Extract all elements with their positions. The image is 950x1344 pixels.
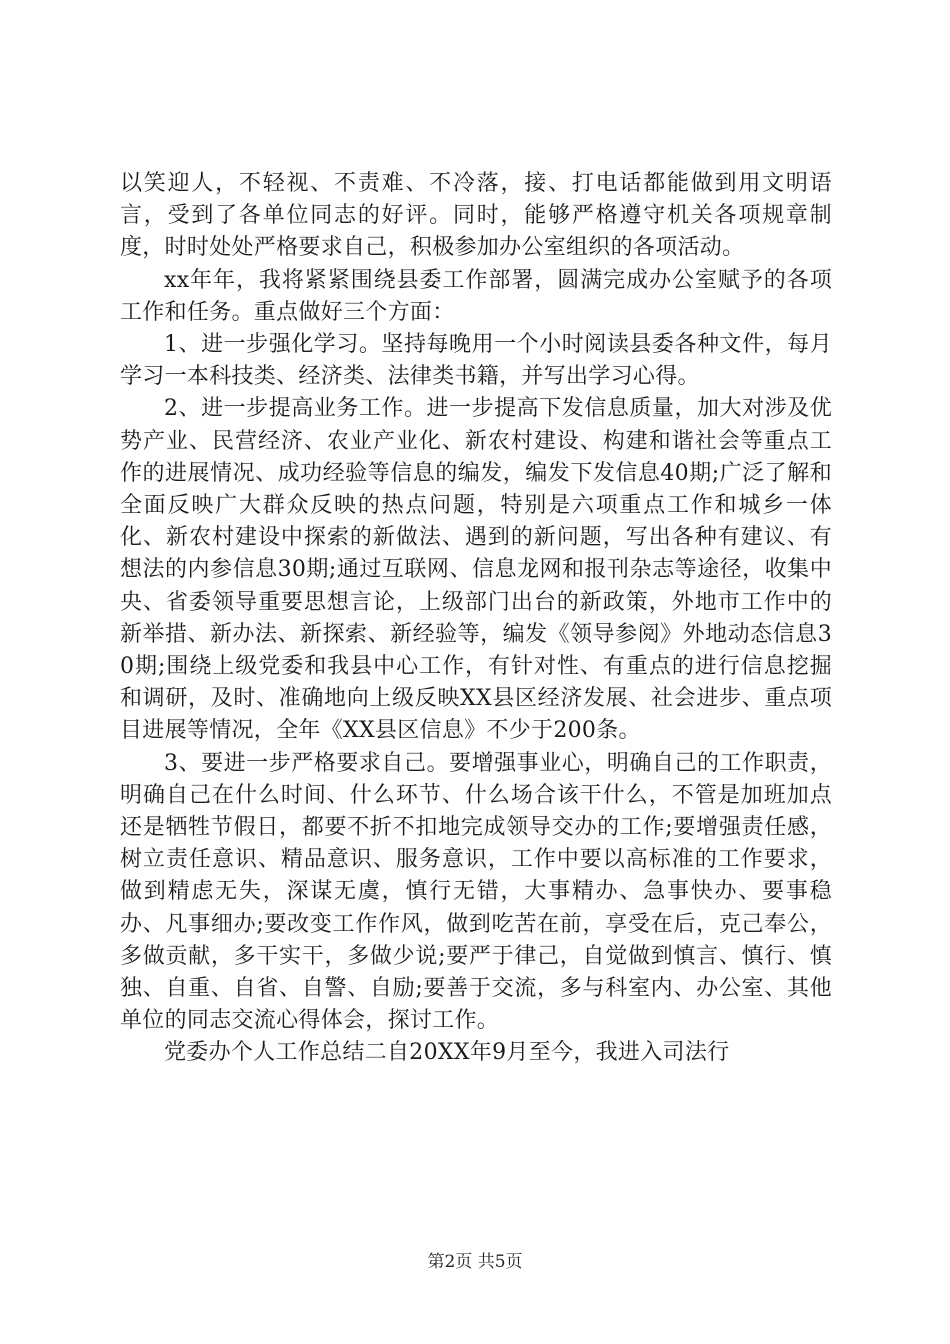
- paragraph: 2、进一步提高业务工作。进一步提高下发信息质量，加大对涉及优势产业、民营经济、农业产业化、新农村建设、构建和谐社会等重点工作的进展情况、成功经验等信息的编发，编发下发信息40期;广泛了解和全面反映广大群众反映的热点问题，特别是六项重点工作和城乡一体化、新农村建设中探索的新做法、遇到的新问题，写出各种有建议、有想法的内参信息30期;通过互联网、信息龙网和报刊杂志等途径，收集中央、省委领导重要思想言论，上级部门出台的新政策，外地市工作中的新举措、新办法、新探索、新经验等，编发《领导参阅》外地动态信息30期;围绕上级党委和我县中心工作，有针对性、有重点的进行信息挖掘和调研，及时、准确地向上级反映XX县区经济发展、社会进步、重点项目进展等情况，全年《XX县区信息》不少于200条。: [120, 396, 832, 744]
- paragraph: 3、要进一步严格要求自己。要增强事业心，明确自己的工作职责，明确自己在什么时间、什么环节、什么场合该干什么，不管是加班加点还是牺牲节假日，都要不折不扣地完成领导交办的工作;要增强责任感，树立责任意识、精品意识、服务意识，工作中要以高标准的工作要求，做到精虑无失，深谋无虞，慎行无错，大事精办、急事快办、要事稳办、凡事细办;要改变工作作风，做到吃苦在前，享受在后，克己奉公，多做贡献，多干实干，多做少说;要严于律己，自觉做到慎言、慎行、慎独、自重、自省、自警、自励;要善于交流，多与科室内、办公室、其他单位的同志交流心得体会，探讨工作。: [120, 750, 832, 1034]
- paragraph: 1、进一步强化学习。坚持每晚用一个小时阅读县委各种文件，每月学习一本科技类、经济类、法律类书籍，并写出学习心得。: [120, 332, 832, 390]
- paragraph: 党委办个人工作总结二自20XX年9月至今，我进入司法行: [164, 1040, 730, 1066]
- document-body: [120, 168, 832, 1070]
- paragraph: xx年年，我将紧紧围绕县委工作部署，圆满完成办公室赋予的各项工作和任务。重点做好三个方面：: [120, 267, 832, 325]
- page-footer: 第2页 共5页: [427, 1252, 523, 1272]
- paragraph: 以笑迎人，不轻视、不责难、不冷落，接、打电话都能做到用文明语言，受到了各单位同志的好评。同时，能够严格遵守机关各项规章制度，时时处处严格要求自己，积极参加办公室组织的各项活动。: [120, 171, 832, 261]
